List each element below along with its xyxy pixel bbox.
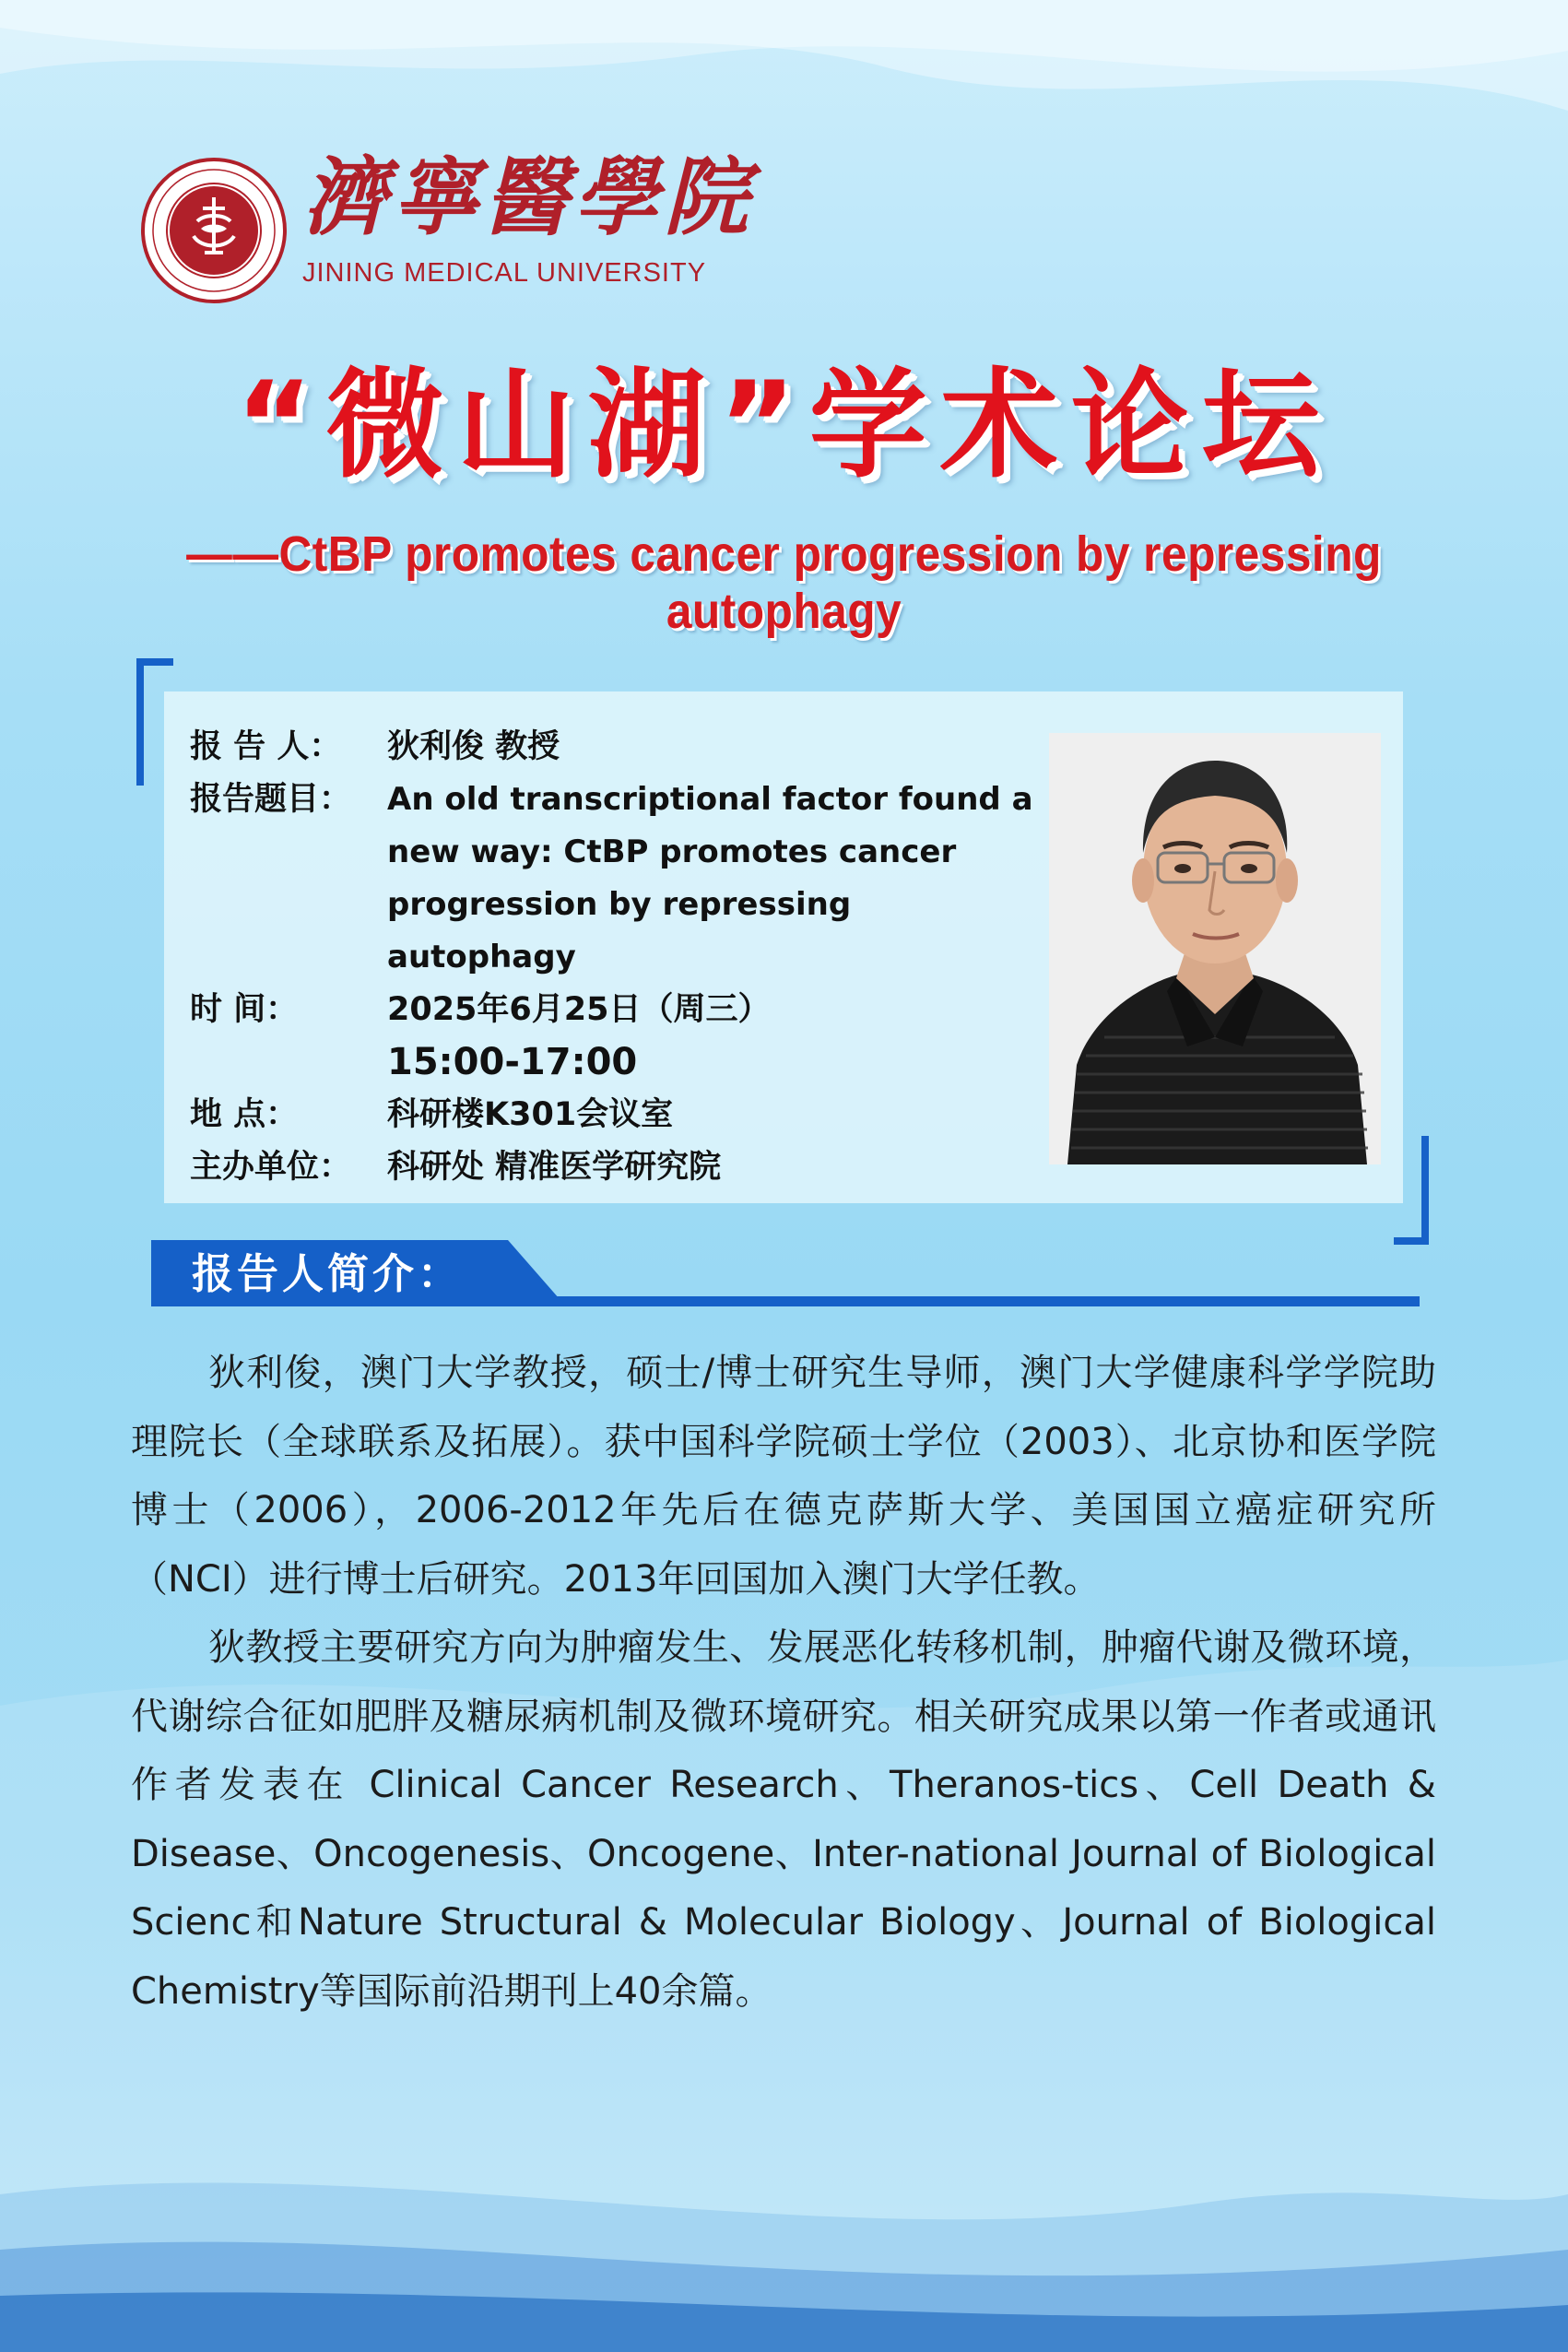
time-row [190,984,1038,1036]
time-label: 时 间： [190,991,299,1028]
place-value: 科研楼K301会议室 [387,1096,674,1133]
speaker-portrait-image [1049,733,1381,1164]
topic-label: 报告题目： [190,781,352,818]
place-label: 地 点： [190,1096,299,1133]
university-seal-icon [140,157,288,304]
speaker-label: 报 告 人： [190,728,342,765]
speaker-value: 狄利俊 教授 [387,728,560,765]
bio-paragraph: 狄利俊，澳门大学教授，硕士/博士研究生导师，澳门大学健康科学学院助理院长（全球联系及拓展）。获中国科学院硕士学位（2003）、北京协和医学院博士（2006），2006-2012年先后在德克萨斯大学、美国国立癌症研究所（NCI）进行博士后研究。2013年回国加入澳门大学任教。 [131,1352,1436,1601]
speaker-photo [1049,733,1381,1164]
speaker-bio [131,1339,1436,2026]
forum-title: “微山湖”学术论坛 [235,357,1333,494]
frame-corner-bottom-right [1394,1136,1429,1245]
date-value: 2025年6月25日（周三） [387,991,771,1028]
place-row [190,1089,1038,1141]
time-value: 15:00-17:00 [387,1041,638,1083]
university-name-en: JINING MEDICAL UNIVERSITY [302,258,707,288]
host-row [190,1141,1038,1194]
lecture-info [190,721,1038,1194]
time-range-row [190,1036,1038,1089]
section-title: 报告人简介： [192,1249,464,1298]
bio-paragraph: 狄教授主要研究方向为肿瘤发生、发展恶化转移机制，肿瘤代谢及微环境，代谢综合征如肥胖及糖尿病机制及微环境研究。相关研究成果以第一作者或通讯作者发表在 Clinical Cancer Research、Theranos-tics、Cell Death & Disease、Oncogenesis、Oncogene、Inter-national Journal of Biological Scienc和Nature Structural & Molecular Biology、Journal of Biological Chemistry等国际前沿期刊上40余篇。 [131,1626,1436,2013]
host-value: 科研处 精准医学研究院 [387,1149,722,1186]
host-label: 主办单位： [190,1149,352,1186]
topic-value: An old transcriptional factor found a new way: CtBP promotes cancer progression by repressing autophagy [387,781,1033,975]
lecture-subtitle: ——CtBP promotes cancer progression by repressing autophagy [186,526,1382,639]
topic-row [190,774,1038,984]
university-name-cn: 濟寧醫學院 [302,148,755,247]
speaker-row [190,721,1038,774]
